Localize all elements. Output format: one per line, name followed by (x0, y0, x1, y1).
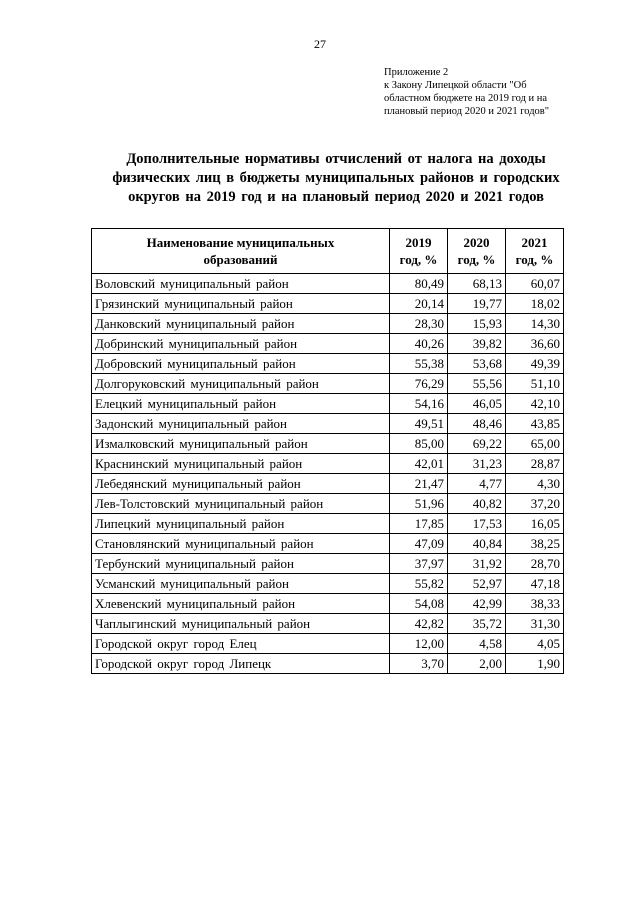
rate-2020: 19,77 (448, 294, 506, 314)
title-line: Дополнительные нормативы отчислений от налога на доходы (126, 151, 546, 167)
rate-2021: 28,70 (506, 554, 564, 574)
appendix-line: Приложение 2 (384, 67, 449, 78)
rate-2020: 53,68 (448, 354, 506, 374)
appendix-line: к Закону Липецкой области "Об (384, 80, 527, 91)
header-municipality (92, 229, 390, 274)
rate-2019: 42,82 (390, 614, 448, 634)
municipality-name: Долгоруковский муниципальный район (92, 374, 390, 394)
rate-2021: 31,30 (506, 614, 564, 634)
municipality-name: Краснинский муниципальный район (92, 454, 390, 474)
rate-2019: 76,29 (390, 374, 448, 394)
title-line: физических лиц в бюджеты муниципальных районов и городских (112, 170, 560, 186)
municipality-name: Городской округ город Елец (92, 634, 390, 654)
table-row (92, 574, 564, 594)
rate-2019: 20,14 (390, 294, 448, 314)
municipality-name: Добровский муниципальный район (92, 354, 390, 374)
header-2019 (390, 229, 448, 274)
municipality-name: Задонский муниципальный район (92, 414, 390, 434)
municipality-name: Чаплыгинский муниципальный район (92, 614, 390, 634)
header-text: год, % (457, 252, 496, 267)
appendix-line: областном бюджете на 2019 год и на (384, 93, 548, 104)
municipality-name: Добринский муниципальный район (92, 334, 390, 354)
rate-2020: 46,05 (448, 394, 506, 414)
rate-2021: 36,60 (506, 334, 564, 354)
document-title (96, 150, 576, 207)
municipality-name: Воловский муниципальный район (92, 274, 390, 294)
header-text: 2021 (521, 235, 548, 250)
rate-2021: 37,20 (506, 494, 564, 514)
table-header-row (92, 229, 564, 274)
rate-2019: 47,09 (390, 534, 448, 554)
header-text: 2020 (463, 235, 490, 250)
header-2020 (448, 229, 506, 274)
rate-2021: 60,07 (506, 274, 564, 294)
rate-2020: 4,58 (448, 634, 506, 654)
rate-2020: 15,93 (448, 314, 506, 334)
table-row (92, 494, 564, 514)
rate-2020: 39,82 (448, 334, 506, 354)
rate-2020: 69,22 (448, 434, 506, 454)
rate-2020: 55,56 (448, 374, 506, 394)
table-row (92, 634, 564, 654)
table-row (92, 434, 564, 454)
rate-2021: 1,90 (506, 654, 564, 674)
rate-2019: 40,26 (390, 334, 448, 354)
rate-2020: 31,23 (448, 454, 506, 474)
header-text: 2019 (405, 235, 432, 250)
rate-2019: 54,16 (390, 394, 448, 414)
table-row (92, 354, 564, 374)
rate-2021: 43,85 (506, 414, 564, 434)
rate-2021: 42,10 (506, 394, 564, 414)
header-text: образований (203, 252, 278, 267)
table-row (92, 594, 564, 614)
rate-2021: 4,05 (506, 634, 564, 654)
rate-2020: 40,82 (448, 494, 506, 514)
rate-2019: 55,82 (390, 574, 448, 594)
appendix-note (384, 66, 584, 118)
header-text: Наименование муниципальных (146, 235, 335, 250)
table-row (92, 274, 564, 294)
rate-2021: 4,30 (506, 474, 564, 494)
municipality-name: Становлянский муниципальный район (92, 534, 390, 554)
rate-2020: 48,46 (448, 414, 506, 434)
table-row (92, 334, 564, 354)
rate-2020: 52,97 (448, 574, 506, 594)
rate-2020: 42,99 (448, 594, 506, 614)
rate-2020: 40,84 (448, 534, 506, 554)
title-line: округов на 2019 год и на плановый период 2020 и 2021 годов (128, 189, 544, 205)
municipality-name: Липецкий муниципальный район (92, 514, 390, 534)
table-row (92, 554, 564, 574)
municipality-name: Лебедянский муниципальный район (92, 474, 390, 494)
appendix-line: плановый период 2020 и 2021 годов" (384, 106, 550, 117)
rate-2021: 65,00 (506, 434, 564, 454)
page-number: 27 (314, 37, 326, 51)
municipality-name: Измалковский муниципальный район (92, 434, 390, 454)
rate-2020: 68,13 (448, 274, 506, 294)
rate-2019: 51,96 (390, 494, 448, 514)
rate-2019: 85,00 (390, 434, 448, 454)
table-row (92, 294, 564, 314)
rate-2021: 28,87 (506, 454, 564, 474)
rate-2019: 3,70 (390, 654, 448, 674)
rate-2019: 37,97 (390, 554, 448, 574)
rate-2021: 47,18 (506, 574, 564, 594)
rate-2019: 12,00 (390, 634, 448, 654)
table-row (92, 534, 564, 554)
header-2021 (506, 229, 564, 274)
municipality-name: Хлевенский муниципальный район (92, 594, 390, 614)
rate-2020: 31,92 (448, 554, 506, 574)
rate-2019: 21,47 (390, 474, 448, 494)
rate-2021: 38,33 (506, 594, 564, 614)
municipality-name: Данковский муниципальный район (92, 314, 390, 334)
table-row (92, 414, 564, 434)
rate-2020: 17,53 (448, 514, 506, 534)
table-row (92, 514, 564, 534)
rate-2020: 4,77 (448, 474, 506, 494)
rate-2019: 17,85 (390, 514, 448, 534)
header-text: год, % (515, 252, 554, 267)
rate-2020: 35,72 (448, 614, 506, 634)
rate-2019: 28,30 (390, 314, 448, 334)
rate-2021: 16,05 (506, 514, 564, 534)
municipality-name: Лев-Толстовский муниципальный район (92, 494, 390, 514)
municipality-name: Грязинский муниципальный район (92, 294, 390, 314)
rate-2019: 80,49 (390, 274, 448, 294)
table-row (92, 654, 564, 674)
rate-2019: 54,08 (390, 594, 448, 614)
municipality-name: Тербунский муниципальный район (92, 554, 390, 574)
rate-2021: 18,02 (506, 294, 564, 314)
rate-2019: 42,01 (390, 454, 448, 474)
rate-2021: 51,10 (506, 374, 564, 394)
municipality-name: Усманский муниципальный район (92, 574, 390, 594)
table-row (92, 614, 564, 634)
table-body (92, 274, 564, 674)
table-row (92, 314, 564, 334)
municipality-name: Елецкий муниципальный район (92, 394, 390, 414)
municipality-name: Городской округ город Липецк (92, 654, 390, 674)
rate-2019: 49,51 (390, 414, 448, 434)
rate-2020: 2,00 (448, 654, 506, 674)
rate-2019: 55,38 (390, 354, 448, 374)
rate-2021: 49,39 (506, 354, 564, 374)
header-text: год, % (399, 252, 438, 267)
rate-2021: 14,30 (506, 314, 564, 334)
table-row (92, 374, 564, 394)
rate-2021: 38,25 (506, 534, 564, 554)
rates-table (91, 228, 564, 674)
table-row (92, 454, 564, 474)
table-row (92, 474, 564, 494)
table-row (92, 394, 564, 414)
